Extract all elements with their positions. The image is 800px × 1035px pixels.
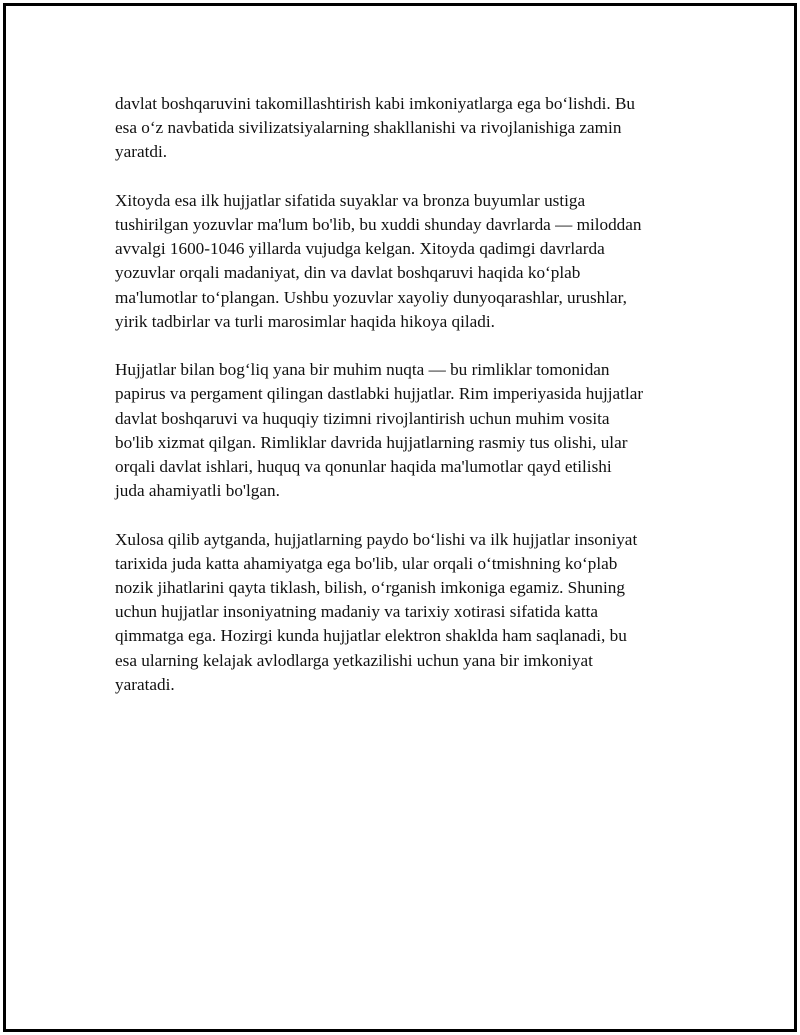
- paragraph-4: Xulosa qilib aytganda, hujjatlarning paydo bo‘lishi va ilk hujjatlar insoniyat tarixida juda katta ahamiyatga ega bo'lib, ular orqali o‘tmishning ko‘plab nozik jihatlarini qayta tiklash, bilish, o‘rganish imkoniga egamiz. Shuning uchun hujjatlar insoniyatning madaniy va tarixiy xotirasi sifatida katta qimmatga ega. Hozirgi kunda hujjatlar elektron shaklda ham saqlanadi, bu esa ularning kelajak avlodlarga yetkazilishi uchun yana bir imkoniyat yaratadi.: [115, 529, 638, 694]
- document-body: [115, 92, 695, 721]
- paragraph-2: Xitoyda esa ilk hujjatlar sifatida suyaklar va bronza buyumlar ustiga tushirilgan yozuvlar ma'lum bo'lib, bu xuddi shunday davrlarda — miloddan avvalgi 1600-1046 yillarda vujudga kelgan. Xitoyda qadimgi davrlarda yozuvlar orqali madaniyat, din va davlat boshqaruvi haqida ko‘plab ma'lumotlar to‘plangan. Ushbu yozuvlar xayoliy dunyoqarashlar, urushlar, yirik tadbirlar va turli marosimlar haqida hikoya qiladi.: [115, 190, 642, 331]
- paragraph-3: Hujjatlar bilan bog‘liq yana bir muhim nuqta — bu rimliklar tomonidan papirus va pergament qilingan dastlabki hujjatlar. Rim imperiyasida hujjatlar davlat boshqaruvi va huquqiy tizimni rivojlantirish uchun muhim vosita bo'lib xizmat qilgan. Rimliklar davrida hujjatlarning rasmiy tus olishi, ular orqali davlat ishlari, huquq va qonunlar haqida ma'lumotlar qayd etilishi juda ahamiyatli bo'lgan.: [115, 360, 644, 501]
- paragraph-1: davlat boshqaruvini takomillashtirish kabi imkoniyatlarga ega bo‘lishdi. Bu esa o‘z navbatida sivilizatsiyalarning shakllanishi va rivojlanishiga zamin yaratdi.: [115, 94, 635, 162]
